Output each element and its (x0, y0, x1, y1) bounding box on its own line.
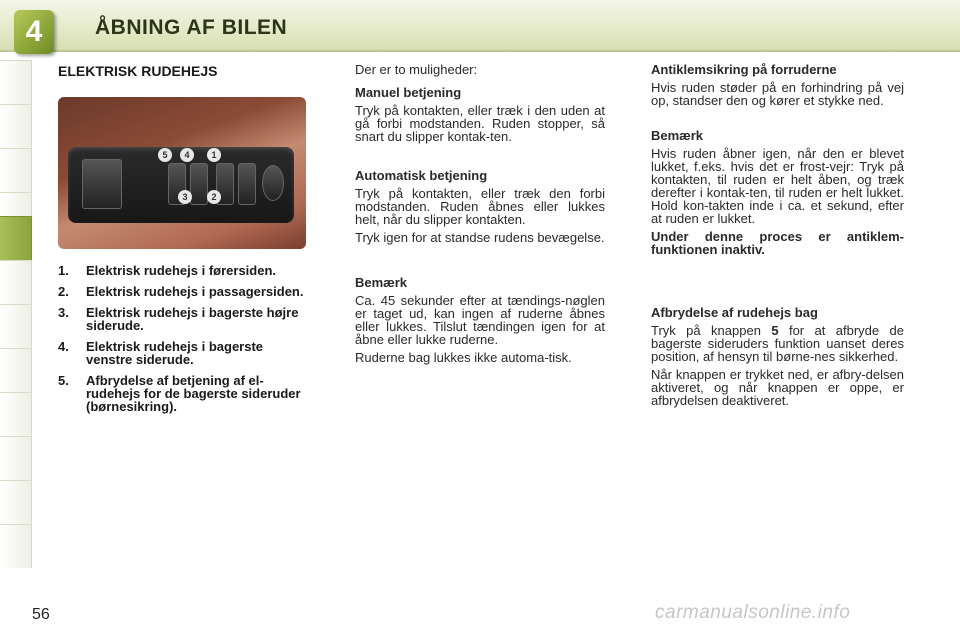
chapter-tab[interactable] (0, 104, 32, 148)
list-item (58, 285, 308, 298)
window-switch-photo (58, 97, 306, 249)
list-item (58, 306, 308, 332)
switch-button (82, 159, 122, 209)
callout-1: 1 (207, 148, 221, 162)
item-text: Elektrisk rudehejs i bagerste højre siderude. (86, 305, 299, 333)
chapter-tab-active[interactable] (0, 216, 32, 260)
chapter-tab-strip (0, 60, 32, 580)
note-heading: Bemærk (355, 275, 408, 290)
manual-text: Tryk på kontakten, eller træk i den uden at gå forbi modstanden. Ruden stopper, så snart du slipper kontak-ten. (355, 103, 605, 144)
chapter-tab[interactable] (0, 480, 32, 524)
anti-pinch-heading: Antiklemsikring på forruderne (651, 62, 837, 77)
section-title: ELEKTRISK RUDEHEJS (58, 63, 218, 79)
auto-text: Tryk på kontakten, eller træk den forbi modstanden. Ruden åbnes eller lukkes helt, når du slipper kontakten. (355, 186, 605, 227)
item-number: 5. (58, 373, 69, 388)
cutoff-text-post: for at afbryde de bagerste sideruders funktion uanset deres position, af hensyn til børne-nes sikkerhed. (651, 323, 904, 364)
component-list (58, 264, 308, 421)
mirror-knob (262, 165, 284, 201)
chapter-tab[interactable] (0, 392, 32, 436)
list-item (58, 340, 308, 366)
page-number: 56 (32, 606, 50, 623)
cutoff-text (651, 324, 904, 363)
item-text: Elektrisk rudehejs i bagerste venstre siderude. (86, 339, 264, 367)
manual-heading: Manuel betjening (355, 85, 462, 100)
watermark: carmanualsonline.info (655, 602, 851, 623)
chapter-badge: 4 (14, 10, 54, 54)
note-text: Hvis ruden åbner igen, når den er blevet lukket, f.eks. hvis det er frost-vejr: Tryk på kontakten, til ruden er helt åben, og træk derefter i kontak-ten, til ruden er helt lukket. Hold kon-takten inde i ca. et sekund, efter at ruden er lukket. (651, 146, 904, 226)
note-bold-text: Under denne proces er antiklem-funktionen inaktiv. (651, 229, 904, 257)
anti-pinch-text: Hvis ruden støder på en forhindring på vej op, standser den og kører et stykke ned. (651, 80, 904, 108)
callout-3: 3 (178, 190, 192, 204)
chapter-tab[interactable] (0, 148, 32, 192)
middle-column (355, 63, 605, 364)
callout-4: 4 (180, 148, 194, 162)
list-item (58, 374, 308, 413)
chapter-tab[interactable] (0, 260, 32, 304)
cutoff-heading: Afbrydelse af rudehejs bag (651, 305, 818, 320)
button-number: 5 (771, 323, 779, 338)
cutoff-text-pre: Tryk på knappen (651, 323, 761, 338)
right-column (651, 63, 904, 407)
item-number: 4. (58, 339, 69, 354)
item-text: Elektrisk rudehejs i førersiden. (86, 263, 277, 278)
chapter-tab[interactable] (0, 436, 32, 480)
chapter-tab[interactable] (0, 60, 32, 104)
auto-heading: Automatisk betjening (355, 168, 488, 183)
callout-5: 5 (158, 148, 172, 162)
cutoff-text-2: Når knappen er trykket ned, er afbry-delsen aktiveret, og når knappen er oppe, er afbrydelsen deaktiveret. (651, 367, 904, 408)
switch-button (238, 163, 256, 205)
list-item (58, 264, 308, 277)
note-heading: Bemærk (651, 128, 704, 143)
item-text: Elektrisk rudehejs i passagersiden. (86, 284, 304, 299)
note-text: Ca. 45 sekunder efter at tændings-nøglen er taget ud, kan ingen af ruderne åbnes eller lukkes. Tilslut tændingen igen for at åbne eller lukke ruderne. (355, 293, 605, 347)
item-number: 1. (58, 263, 69, 278)
intro-text: Der er to muligheder: (355, 62, 478, 77)
page-title: ÅBNING AF BILEN (95, 16, 288, 39)
item-text: Afbrydelse af betjening af el-rudehejs for de bagerste sideruder (børnesikring). (86, 373, 301, 414)
auto-text-2: Tryk igen for at standse rudens bevægelse. (355, 230, 605, 245)
switch-button (190, 163, 208, 205)
callout-2: 2 (207, 190, 221, 204)
chapter-tab[interactable] (0, 304, 32, 348)
chapter-tab[interactable] (0, 524, 32, 568)
item-number: 2. (58, 284, 69, 299)
note-text-2: Ruderne bag lukkes ikke automa-tisk. (355, 350, 572, 365)
item-number: 3. (58, 305, 69, 320)
chapter-tab[interactable] (0, 348, 32, 392)
